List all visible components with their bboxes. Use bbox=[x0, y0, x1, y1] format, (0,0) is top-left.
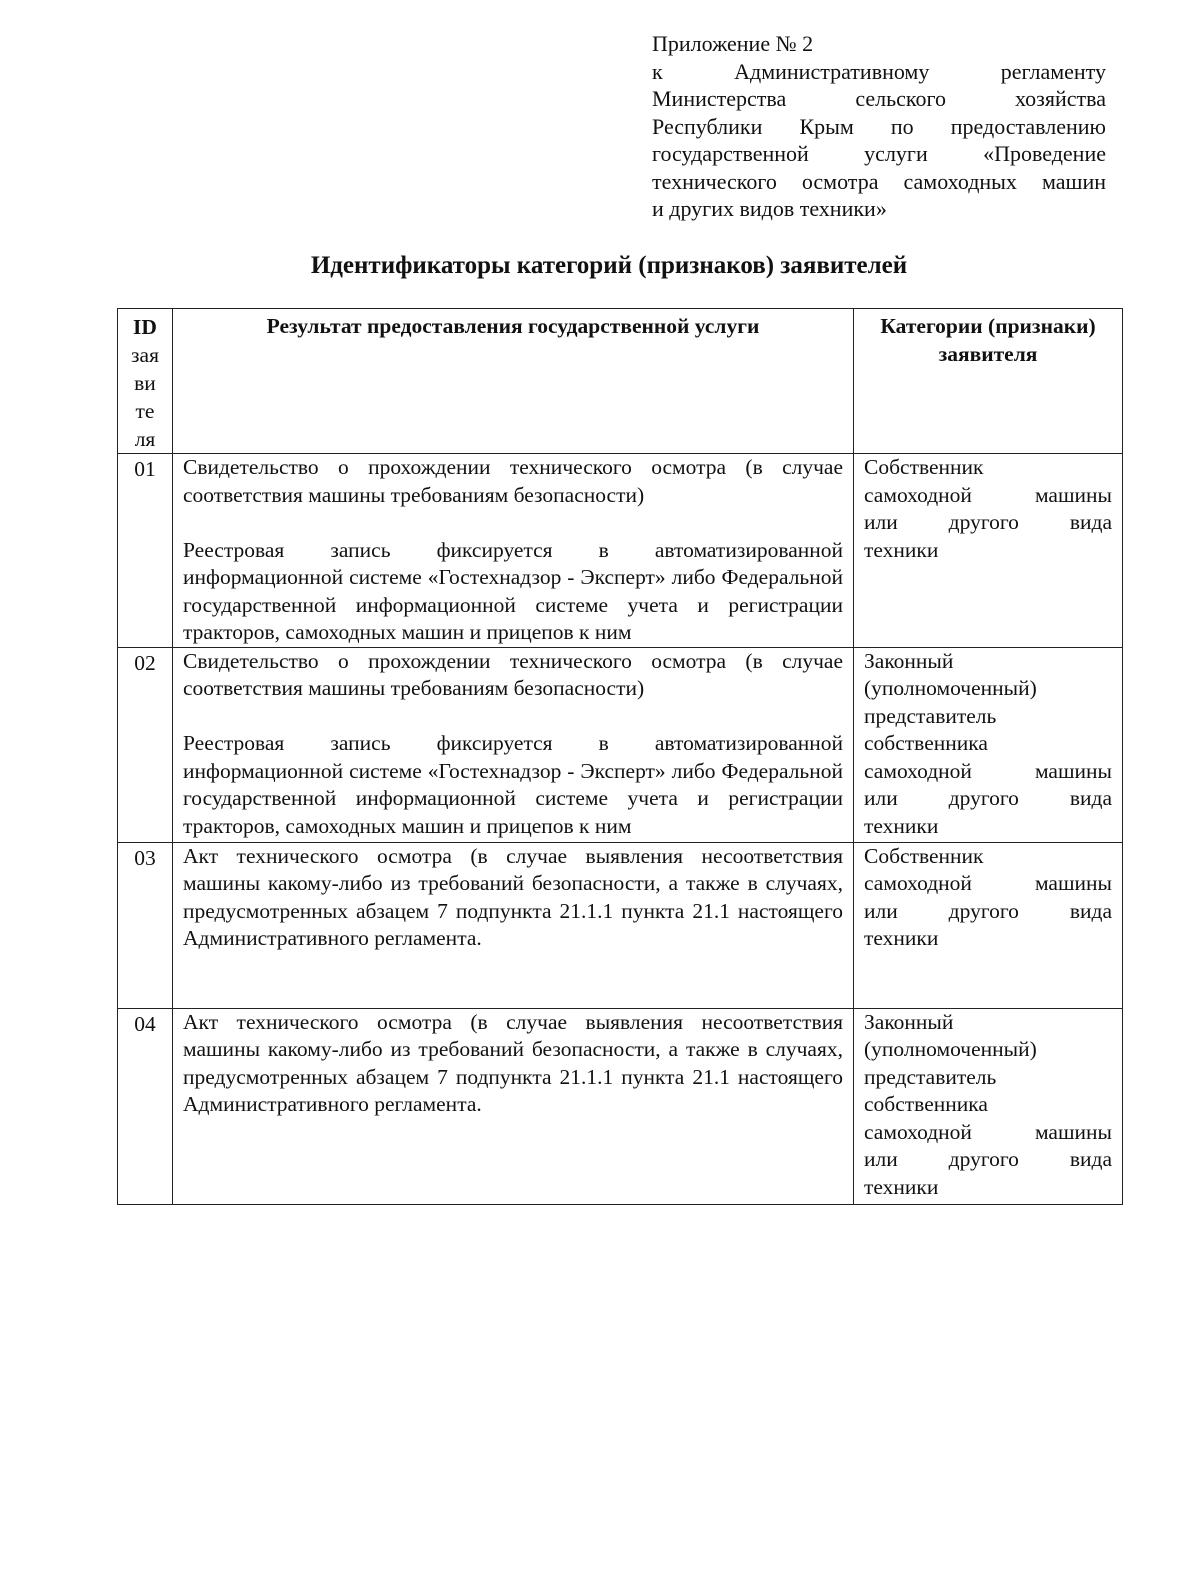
result-text: Свидетельство о прохождении технического осмотра (в случае соответствия машины требованиям безопасности) bbox=[183, 648, 843, 700]
table-header-row bbox=[118, 309, 1123, 454]
category-line: или другого вида bbox=[864, 1147, 1112, 1171]
category-line: самоходной машины bbox=[864, 871, 1112, 895]
row-result bbox=[173, 454, 854, 648]
appendix-number: Приложение № 2 bbox=[652, 31, 814, 56]
header-id-part: ID bbox=[133, 315, 157, 339]
header-id-part: те bbox=[135, 399, 155, 423]
row-id: 02 bbox=[118, 647, 173, 842]
appendix-line: государственной услуги «Проведение bbox=[652, 141, 1106, 166]
appendix-line: Министерства сельского хозяйства bbox=[652, 86, 1106, 111]
category-line: самоходной машины bbox=[864, 1119, 1112, 1144]
category-line: техники bbox=[864, 813, 939, 838]
row-id: 03 bbox=[118, 842, 173, 1008]
row-category bbox=[854, 647, 1123, 842]
category-line: (уполномоченный) bbox=[864, 1037, 1037, 1061]
appendix-line: Республики Крым по предоставлению bbox=[652, 113, 1106, 139]
row-category bbox=[854, 454, 1123, 648]
row-id: 04 bbox=[118, 1008, 173, 1204]
header-result: Результат предоставления государственной услуги bbox=[173, 309, 854, 454]
result-text: Акт технического осмотра (в случае выявления несоответствия машины какому-либо из требований безопасности, а также в случаях, предусмотренных абзацем 7 подпункта 21.1.1 пункта 21.1 настоящего Административного регламента. bbox=[183, 843, 843, 950]
category-line: техники bbox=[864, 926, 939, 950]
result-text: Акт технического осмотра (в случае выявления несоответствия машины какому-либо из требований безопасности, а также в случаях, предусмотренных абзацем 7 подпункта 21.1.1 пункта 21.1 настоящего Административного регламента. bbox=[183, 1009, 843, 1116]
header-category: Категории (признаки) заявителя bbox=[854, 309, 1123, 454]
row-result bbox=[173, 1008, 854, 1204]
identifiers-table bbox=[117, 308, 1123, 1205]
appendix-line: технического осмотра самоходных машин bbox=[652, 168, 1106, 194]
category-line: представитель bbox=[864, 703, 997, 728]
category-line: техники bbox=[864, 1174, 939, 1199]
appendix-line: и других видов техники» bbox=[652, 196, 887, 221]
header-id-part: зая bbox=[131, 343, 159, 367]
category-line: Собственник bbox=[864, 455, 984, 479]
category-line: собственника bbox=[864, 731, 988, 755]
row-category bbox=[854, 1008, 1123, 1204]
table-row bbox=[118, 647, 1123, 842]
row-category bbox=[854, 842, 1123, 1008]
category-line: или другого вида bbox=[864, 786, 1112, 810]
category-line: или другого вида bbox=[864, 898, 1112, 923]
document-title: Идентификаторы категорий (признаков) заявителей bbox=[310, 252, 908, 279]
result-note: Реестровая запись фиксируется в автоматизированной информационной системе «Гостехнадзор - Эксперт» либо Федеральной государственной информационной системе учета и регистрации тракторов, самоходных машин и прицепов к ним bbox=[183, 537, 843, 644]
table-row bbox=[118, 454, 1123, 648]
header-id-part: ви bbox=[134, 371, 156, 395]
row-result bbox=[173, 842, 854, 1008]
category-line: представитель bbox=[864, 1064, 997, 1089]
row-result bbox=[173, 647, 854, 842]
category-line: Собственник bbox=[864, 843, 984, 868]
category-line: Законный bbox=[864, 648, 954, 673]
category-line: или другого вида bbox=[864, 510, 1112, 534]
category-line: техники bbox=[864, 537, 939, 562]
result-note: Реестровая запись фиксируется в автоматизированной информационной системе «Гостехнадзор - Эксперт» либо Федеральной государственной информационной системе учета и регистрации тракторов, самоходных машин и прицепов к ним bbox=[183, 731, 843, 838]
appendix-line: к Административному регламенту bbox=[652, 58, 1106, 84]
row-id: 01 bbox=[118, 454, 173, 648]
table-row bbox=[118, 1008, 1123, 1204]
category-line: Законный bbox=[864, 1009, 954, 1034]
category-line: самоходной машины bbox=[864, 758, 1112, 783]
category-line: собственника bbox=[864, 1092, 988, 1116]
category-line: (уполномоченный) bbox=[864, 676, 1037, 700]
table-row bbox=[118, 842, 1123, 1008]
category-line: самоходной машины bbox=[864, 482, 1112, 507]
appendix-header bbox=[652, 30, 1106, 223]
header-id bbox=[118, 309, 173, 454]
result-text: Свидетельство о прохождении технического осмотра (в случае соответствия машины требованиям безопасности) bbox=[183, 455, 843, 507]
header-id-part: ля bbox=[134, 427, 156, 451]
